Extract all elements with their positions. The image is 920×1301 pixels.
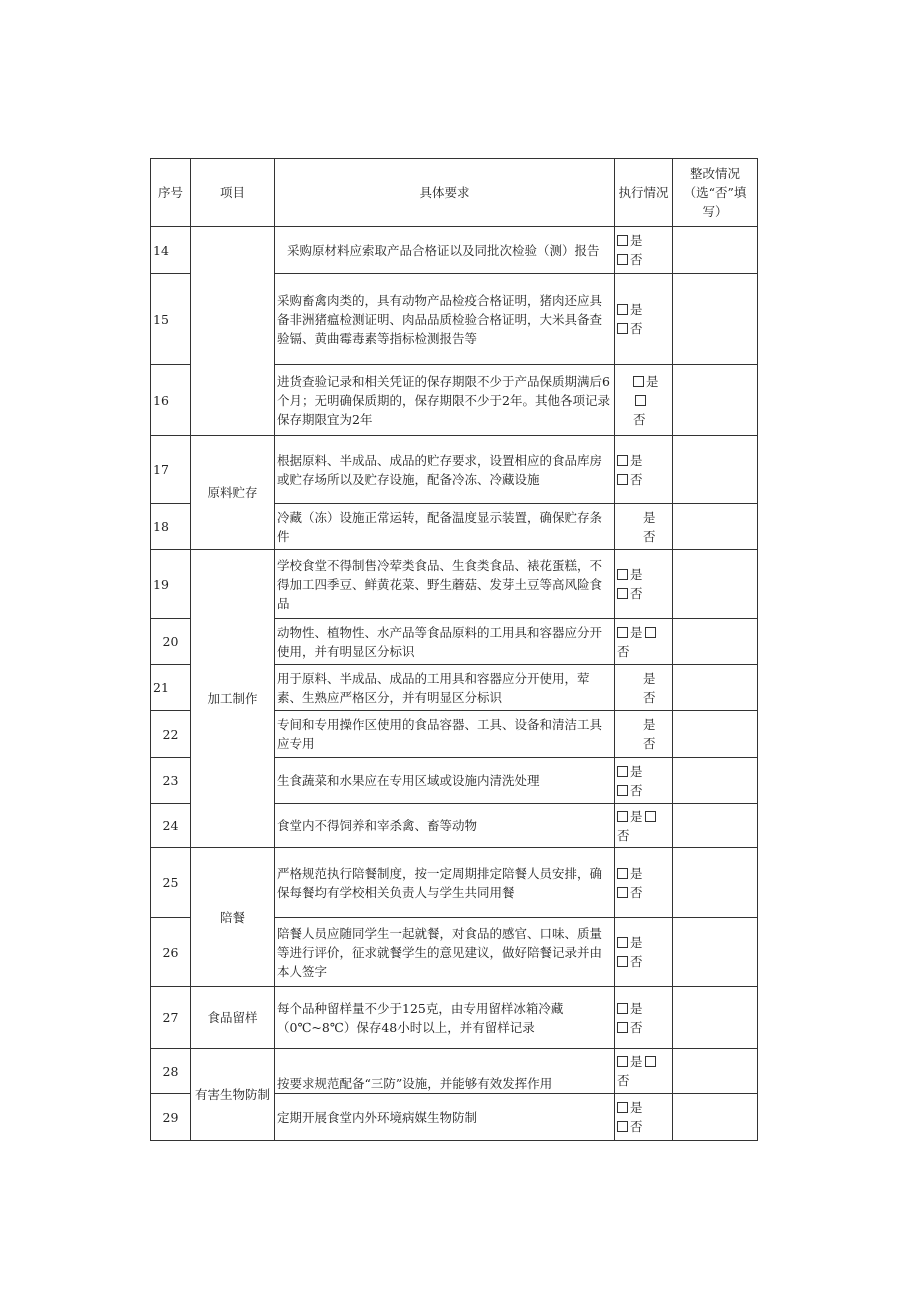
checkbox-icon[interactable] — [633, 376, 644, 387]
execution-cell — [615, 804, 673, 848]
table-row — [151, 227, 758, 274]
row-no: 24 — [151, 804, 191, 848]
checkbox-icon[interactable] — [617, 868, 628, 879]
rectification-cell[interactable] — [673, 711, 758, 758]
header-requirement: 具体要求 — [275, 159, 615, 227]
row-no: 14 — [151, 227, 191, 274]
requirement-text: 学校食堂不得制售冷荤类食品、生食类食品、裱花蛋糕，不得加工四季豆、鲜黄花菜、野生蘑菇、发芽土豆等高风险食品 — [275, 550, 615, 619]
execution-cell — [615, 1049, 673, 1094]
yes-option[interactable]: 是 — [617, 565, 670, 584]
requirement-text: 生食蔬菜和水果应在专用区域或设施内清洗处理 — [275, 758, 615, 804]
no-option[interactable]: 否 — [617, 250, 670, 269]
table-row — [151, 987, 758, 1049]
yes-option[interactable]: 是 — [643, 717, 656, 732]
rectification-cell[interactable] — [673, 436, 758, 504]
checkbox-icon[interactable] — [617, 474, 628, 485]
checkbox-icon[interactable] — [635, 395, 646, 406]
requirement-text: 定期开展食堂内外环境病媒生物防制 — [275, 1094, 615, 1141]
rectification-cell[interactable] — [673, 804, 758, 848]
yes-option[interactable]: 是 — [617, 231, 670, 250]
checkbox-icon[interactable] — [617, 1022, 628, 1033]
category-cell: 食品留样 — [191, 987, 275, 1049]
checkbox-icon[interactable] — [617, 811, 628, 822]
checkbox-icon[interactable] — [617, 254, 628, 265]
row-no: 18 — [151, 504, 191, 550]
category-cell: 加工制作 — [191, 550, 275, 848]
checkbox-icon[interactable] — [617, 588, 628, 599]
no-option[interactable]: 否 — [617, 1018, 670, 1037]
execution-cell — [615, 987, 673, 1049]
execution-cell — [615, 711, 673, 758]
rectification-cell[interactable] — [673, 550, 758, 619]
execution-cell — [615, 436, 673, 504]
no-option[interactable]: 否 — [643, 736, 656, 751]
yes-option[interactable]: 是 — [617, 807, 670, 826]
category-cell: 原料贮存 — [191, 436, 275, 550]
checkbox-icon[interactable] — [617, 1003, 628, 1014]
no-option[interactable]: 否 — [617, 952, 670, 971]
execution-cell — [615, 365, 673, 436]
no-option[interactable]: 否 — [617, 827, 630, 843]
checkbox-icon[interactable] — [645, 627, 656, 638]
yes-option[interactable]: 是 — [617, 864, 670, 883]
no-option[interactable]: 否 — [617, 1117, 670, 1136]
rectification-cell[interactable] — [673, 987, 758, 1049]
row-no: 15 — [151, 274, 191, 365]
rectification-cell[interactable] — [673, 848, 758, 918]
header-item: 项目 — [191, 159, 275, 227]
checkbox-icon[interactable] — [617, 956, 628, 967]
checkbox-icon[interactable] — [617, 1056, 628, 1067]
yes-option[interactable]: 是 — [617, 300, 670, 319]
row-no: 16 — [151, 365, 191, 436]
row-no: 27 — [151, 987, 191, 1049]
checkbox-icon[interactable] — [617, 304, 628, 315]
execution-cell — [615, 550, 673, 619]
rectification-cell[interactable] — [673, 227, 758, 274]
table-row — [151, 436, 758, 504]
requirement-text: 冷藏（冻）设施正常运转，配备温度显示装置，确保贮存条件 — [275, 504, 615, 550]
yes-option[interactable]: 是 — [643, 509, 656, 525]
category-cell — [191, 227, 275, 436]
no-option[interactable]: 否 — [617, 1073, 630, 1088]
yes-option[interactable]: 是 — [633, 372, 670, 410]
rectification-cell[interactable] — [673, 504, 758, 550]
execution-cell — [615, 274, 673, 365]
row-no: 25 — [151, 848, 191, 918]
checkbox-icon[interactable] — [645, 811, 656, 822]
requirement-text: 进货查验记录和相关凭证的保存期限不少于产品保质期满后6个月；无明确保质期的，保存期限不少于2年。其他各项记录保存期限宜为2年 — [275, 365, 615, 436]
checkbox-icon[interactable] — [617, 455, 628, 466]
requirement-text: 动物性、植物性、水产品等食品原料的工用具和容器应分开使用，并有明显区分标识 — [275, 619, 615, 665]
yes-option[interactable]: 是 — [643, 670, 656, 686]
requirement-text: 用于原料、半成品、成品的工用具和容器应分开使用，荤素、生熟应严格区分，并有明显区分标识 — [275, 665, 615, 711]
requirement-text: 严格规范执行陪餐制度，按一定周期排定陪餐人员安排，确保每餐均有学校相关负责人与学生共同用餐 — [275, 848, 615, 918]
header-no: 序号 — [151, 159, 191, 227]
checkbox-icon[interactable] — [617, 627, 628, 638]
execution-cell — [615, 227, 673, 274]
rectification-cell[interactable] — [673, 918, 758, 987]
table-header-row — [151, 159, 758, 227]
rectification-cell[interactable] — [673, 1049, 758, 1094]
rectification-cell[interactable] — [673, 365, 758, 436]
requirement-text: 根据原料、半成品、成品的贮存要求，设置相应的食品库房或贮存场所以及贮存设施，配备冷冻、冷藏设施 — [275, 436, 615, 504]
checkbox-icon[interactable] — [617, 887, 628, 898]
rectification-cell[interactable] — [673, 619, 758, 665]
inspection-table — [150, 158, 758, 1141]
yes-option[interactable]: 是 — [617, 933, 670, 952]
requirement-text: 采购原材料应索取产品合格证以及同批次检验（测）报告 — [275, 227, 615, 274]
no-option[interactable]: 否 — [617, 643, 630, 659]
execution-cell — [615, 848, 673, 918]
no-option[interactable]: 否 — [643, 689, 656, 705]
row-no: 20 — [151, 619, 191, 665]
requirement-text: 专间和专用操作区使用的食品容器、工具、设备和清洁工具应专用 — [275, 711, 615, 758]
rectification-cell[interactable] — [673, 758, 758, 804]
requirement-text: 陪餐人员应随同学生一起就餐，对食品的感官、口味、质量等进行评价，征求就餐学生的意见建议，做好陪餐记录并由本人签字 — [275, 918, 615, 987]
header-execution: 执行情况 — [615, 159, 673, 227]
rectification-cell[interactable] — [673, 1094, 758, 1141]
no-option[interactable]: 否 — [617, 883, 670, 902]
yes-option[interactable]: 是 — [617, 451, 670, 470]
checkbox-icon[interactable] — [617, 1121, 628, 1132]
checkbox-icon[interactable] — [617, 937, 628, 948]
row-no: 23 — [151, 758, 191, 804]
checkbox-icon[interactable] — [617, 766, 628, 777]
row-no: 17 — [151, 436, 191, 504]
row-no: 29 — [151, 1094, 191, 1141]
yes-option[interactable]: 是 — [617, 1098, 670, 1117]
table-row — [151, 550, 758, 619]
row-no: 28 — [151, 1049, 191, 1094]
table-row — [151, 848, 758, 918]
checkbox-icon[interactable] — [617, 785, 628, 796]
requirement-text: 食堂内不得饲养和宰杀禽、畜等动物 — [275, 804, 615, 848]
table-row — [151, 1049, 758, 1094]
rectification-cell[interactable] — [673, 665, 758, 711]
execution-cell — [615, 758, 673, 804]
requirement-text: 按要求规范配备“三防”设施，并能够有效发挥作用 — [275, 1049, 615, 1094]
checkbox-icon[interactable] — [617, 235, 628, 246]
checkbox-icon[interactable] — [617, 323, 628, 334]
execution-cell — [615, 918, 673, 987]
row-no: 19 — [151, 550, 191, 619]
row-no: 21 — [151, 665, 191, 711]
category-cell: 有害生物防制 — [191, 1049, 275, 1141]
execution-cell — [615, 1094, 673, 1141]
yes-option[interactable]: 是 — [617, 999, 670, 1018]
row-no: 26 — [151, 918, 191, 987]
no-option[interactable]: 否 — [617, 470, 670, 489]
requirement-text: 每个品种留样量不少于125克，由专用留样冰箱冷藏（0℃~8℃）保存48小时以上，并有留样记录 — [275, 987, 615, 1049]
execution-cell — [615, 619, 673, 665]
no-option[interactable]: 否 — [643, 528, 656, 544]
no-option[interactable]: 否 — [633, 411, 646, 427]
category-cell: 陪餐 — [191, 848, 275, 987]
no-option[interactable]: 否 — [617, 319, 670, 338]
checkbox-icon[interactable] — [617, 569, 628, 580]
execution-cell — [615, 504, 673, 550]
yes-option[interactable]: 是 — [617, 1052, 670, 1071]
no-option[interactable]: 否 — [617, 584, 670, 603]
header-rectification: 整改情况（选“否”填写） — [673, 159, 758, 227]
rectification-cell[interactable] — [673, 274, 758, 365]
no-option[interactable]: 否 — [617, 781, 670, 800]
row-no: 22 — [151, 711, 191, 758]
execution-cell — [615, 665, 673, 711]
checkbox-icon[interactable] — [645, 1056, 656, 1067]
requirement-text: 采购畜禽肉类的，具有动物产品检疫合格证明，猪肉还应具备非洲猪瘟检测证明、肉品品质检验合格证明，大米具备查验镉、黄曲霉毒素等指标检测报告等 — [275, 274, 615, 365]
yes-option[interactable]: 是 — [617, 762, 670, 781]
yes-option[interactable]: 是 — [617, 623, 670, 642]
checkbox-icon[interactable] — [617, 1102, 628, 1113]
